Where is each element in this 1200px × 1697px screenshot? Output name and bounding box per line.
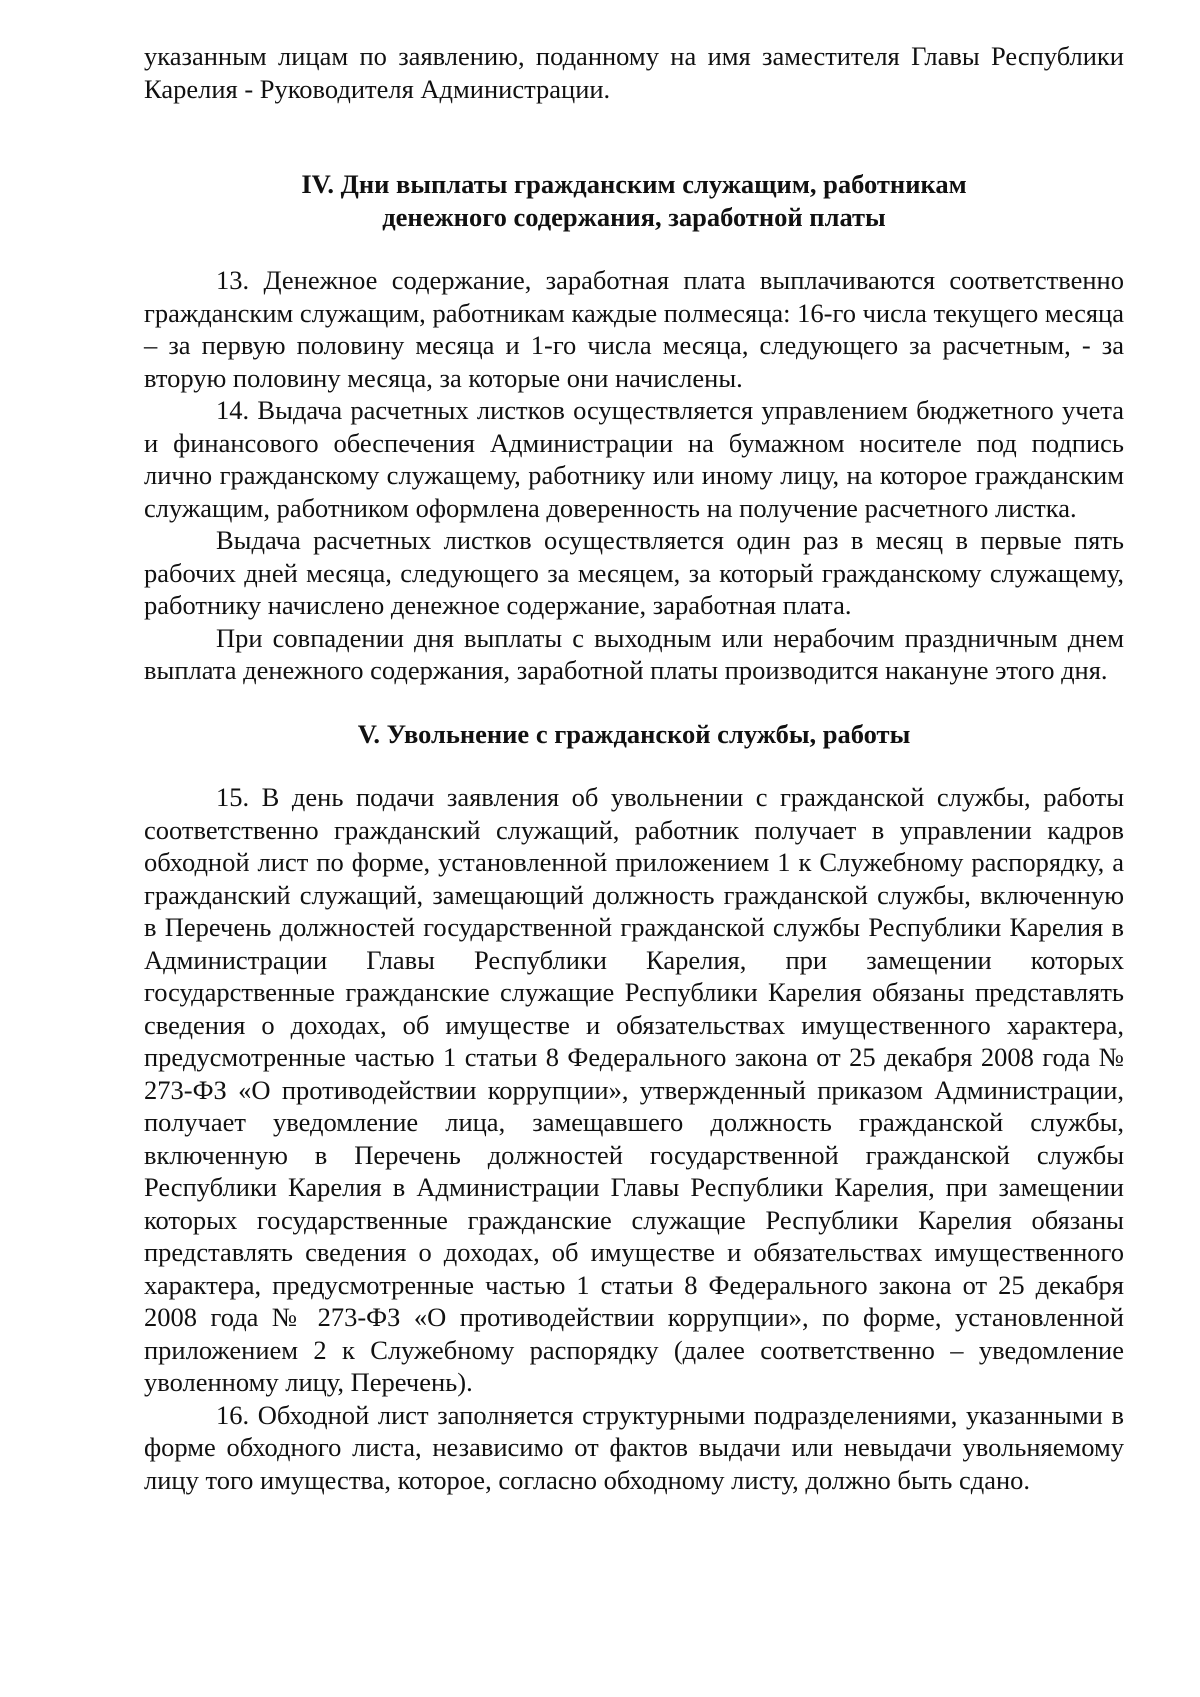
section-5-heading xyxy=(144,718,1124,751)
paragraph-14-issue-schedule: Выдача расчетных листков осуществляется один раз в месяц в первые пять рабочих дней месяца, следующего за месяцем, за который гражданскому служащему, работнику начислено денежное содержание, заработная плата. xyxy=(144,525,1124,620)
section-4-heading-line-2: денежного содержания, заработной платы xyxy=(382,201,886,232)
paragraph-13: 13. Денежное содержание, заработная плата выплачиваются соответственно гражданским служащим, работникам каждые полмесяца: 16-го числа текущего месяца – за первую половину месяца и 1-го числа месяца, следующего за расчетным, - за вторую половину месяца, за которые они начислены. xyxy=(144,265,1124,393)
section-4-heading xyxy=(144,168,1124,233)
document-page xyxy=(144,40,1124,1496)
paragraph-14-holiday-rule: При совпадении дня выплаты с выходным или нерабочим праздничным днем выплата денежного содержания, заработной платы производится накануне этого дня. xyxy=(144,622,1124,685)
paragraph-15: 15. В день подачи заявления об увольнении с гражданской службы, работы соответственно гражданский служащий, работник получает в управлении кадров обходной лист по форме, установленной приложением 1 к Служебному распорядку, а гражданский служащий, замещающий должность гражданской службы, включенную в Перечень должностей государственной гражданской службы Республики Карелия в Администрации Главы Республики Карелия, при замещении которых государственные гражданские служащие Республики Карелия обязаны представлять сведения о доходах, об имуществе и обязательствах имущественного характера, предусмотренные частью 1 статьи 8 Федерального закона от 25 декабря 2008 года № 273-ФЗ «О противодействии коррупции», утвержденный приказом Администрации, получает уведомление лица, замещавшего должность гражданской службы, включенную в Перечень должностей государственной гражданской службы Республики Карелия в Администрации Главы Республики Карелия, при замещении которых государственные гражданские служащие Республики Карелия обязаны представлять сведения о доходах, об имуществе и обязательствах имущественного характера, предусмотренные частью 1 статьи 8 Федерального закона от 25 декабря 2008 года № 273-ФЗ «О противодействии коррупции», по форме, установленной приложением 2 к Служебному распорядку (далее соответственно – уведомление уволенному лицу, Перечень). xyxy=(144,782,1124,1397)
section-4-heading-line-1: IV. Дни выплаты гражданским служащим, работникам xyxy=(301,169,967,199)
paragraph-14: 14. Выдача расчетных листков осуществляется управлением бюджетного учета и финансового обеспечения Администрации на бумажном носителе под подпись лично гражданскому служащему, работнику или иному лицу, на которое гражданским служащим, работником оформлена доверенность на получение расчетного листка. xyxy=(144,395,1124,523)
section-5-heading-line: V. Увольнение с гражданской службы, работы xyxy=(357,718,911,749)
intro-paragraph: указанным лицам по заявлению, поданному на имя заместителя Главы Республики Карелия - Руководителя Администрации. xyxy=(144,41,1124,104)
paragraph-16: 16. Обходной лист заполняется структурными подразделениями, указанными в форме обходного листа, независимо от фактов выдачи или невыдачи увольняемому лицу того имущества, которое, согласно обходному листу, должно быть сдано. xyxy=(144,1399,1124,1495)
